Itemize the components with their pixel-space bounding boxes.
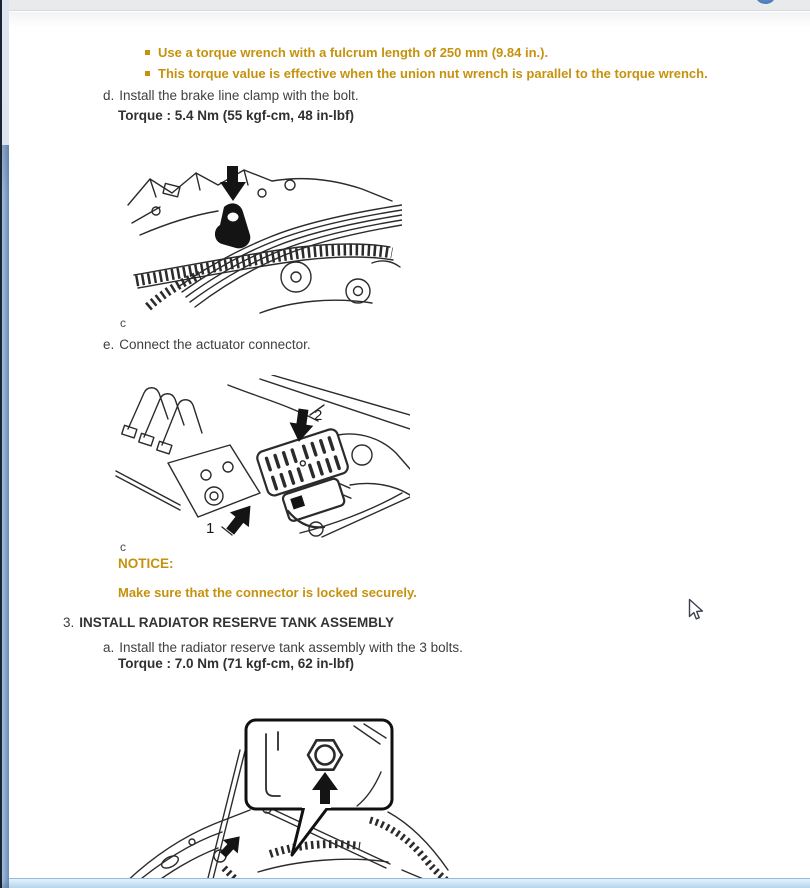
step-marker: 3. <box>63 615 75 630</box>
horizontal-frame-bar <box>9 878 810 888</box>
toolbar-bottom-edge <box>9 0 810 11</box>
figure-caption: c <box>120 316 126 330</box>
step-item-3a <box>103 640 463 655</box>
notice-bullet-text: Use a torque wrench with a fulcrum length of 250 mm (9.84 in.). <box>158 45 549 60</box>
notice-heading: NOTICE: <box>118 556 174 571</box>
notice-bullet-item <box>145 66 708 81</box>
mouse-cursor-pointer <box>688 598 706 628</box>
step-item-e <box>103 337 311 352</box>
figure-radiator-reserve-tank <box>118 692 453 888</box>
step-title: INSTALL RADIATOR RESERVE TANK ASSEMBLY <box>79 615 395 630</box>
vertical-scrollbar-thumb[interactable] <box>2 145 9 888</box>
figure-actuator-connector <box>110 375 410 538</box>
step-item-3 <box>63 615 394 630</box>
step-marker: a. <box>103 640 115 655</box>
notice-bullet-item <box>145 45 548 60</box>
connect-arrow-2-icon <box>287 408 315 444</box>
torque-spec: Torque : 5.4 Nm (55 kgf-cm, 48 in-lbf) <box>118 108 355 123</box>
bullet-square-icon <box>145 71 150 76</box>
step-text: Install the brake line clamp with the bolt. <box>119 88 359 103</box>
figure-callout-1-label: 1 <box>206 520 215 537</box>
torque-spec: Torque : 7.0 Nm (71 kgf-cm, 62 in-lbf) <box>118 656 355 671</box>
notice-bullet-text: This torque value is effective when the union nut wrench is parallel to the torque wrench. <box>158 66 708 81</box>
figure-brake-line-clamp <box>120 163 402 315</box>
connect-arrow-1-icon <box>221 498 260 538</box>
figure-callout-2-label: 2 <box>314 407 323 424</box>
step-item-d <box>103 88 359 103</box>
bullet-square-icon <box>145 50 150 55</box>
step-text: Install the radiator reserve tank assembly with the 3 bolts. <box>119 640 463 655</box>
bolt-location-arrow-icon <box>216 830 248 862</box>
toolbar-shadow <box>9 12 810 28</box>
figure-caption: c <box>120 540 126 554</box>
step-marker: d. <box>103 88 115 103</box>
step-text: Connect the actuator connector. <box>119 337 311 352</box>
step-marker: e. <box>103 337 115 352</box>
notice-warning-text: Make sure that the connector is locked securely. <box>118 585 417 600</box>
